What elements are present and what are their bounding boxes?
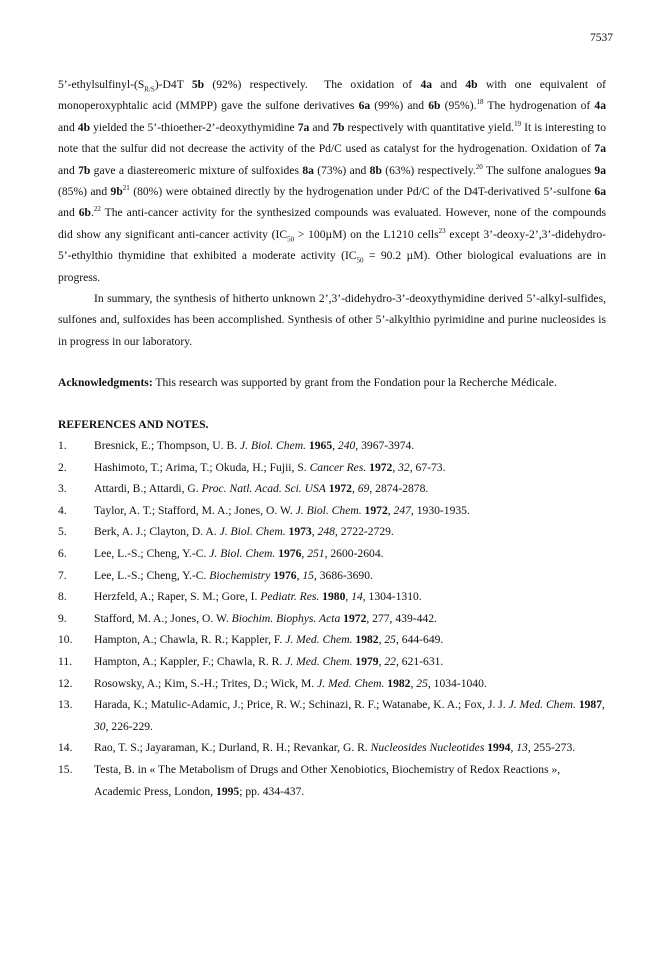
references-list <box>58 435 606 802</box>
acknowledgments-text: This research was supported by grant from the Fondation pour la Recherche Médicale. <box>152 376 557 389</box>
reference-text: Rosowsky, A.; Kim, S.-H.; Trites, D.; Wick, M. J. Med. Chem. 1982, 25, 1034-1040. <box>94 676 487 690</box>
reference-text: Taylor, A. T.; Stafford, M. A.; Jones, O. W. J. Biol. Chem. 1972, 247, 1930-1935. <box>94 503 470 517</box>
reference-item <box>58 673 606 695</box>
reference-item <box>58 694 606 737</box>
reference-text: Rao, T. S.; Jayaraman, K.; Durland, R. H.; Revankar, G. R. Nucleosides Nucleotides 1994, 13, 255-273. <box>94 741 576 755</box>
reference-number: 1. <box>58 439 67 452</box>
page-number: 7537 <box>590 32 613 44</box>
reference-text: Attardi, B.; Attardi, G. Proc. Natl. Acad. Sci. USA 1972, 69, 2874-2878. <box>94 482 429 496</box>
reference-number: 9. <box>58 611 67 625</box>
reference-item <box>58 457 606 479</box>
reference-text: Testa, B. in « The Metabolism of Drugs and Other Xenobiotics, Biochemistry of Redox Reactions », Academic Press, London, 1995; pp. 434-437. <box>94 762 561 798</box>
reference-item <box>58 565 606 587</box>
reference-item <box>58 478 606 500</box>
reference-number: 7. <box>58 568 67 582</box>
reference-number: 11. <box>58 654 73 668</box>
paragraph-summary: In summary, the synthesis of hitherto unknown 2’,3’-didehydro-3’-deoxythymidine derived 5’-alkyl-sulfides, sulfones and, sulfoxides has been accomplished. Synthesis of other 5’-alkylthio pyrimidine and purine nucleosides is in progress in our laboratory. <box>58 292 606 348</box>
reference-text: Stafford, M. A.; Jones, O. W. Biochim. Biophys. Acta 1972, 277, 439-442. <box>94 611 437 625</box>
reference-number: 2. <box>58 460 67 474</box>
reference-number: 14. <box>58 741 73 755</box>
reference-item <box>58 759 606 802</box>
reference-item <box>58 435 606 457</box>
reference-text: Hampton, A.; Kappler, F.; Chawla, R. R. J. Med. Chem. 1979, 22, 621-631. <box>94 654 444 668</box>
reference-item <box>58 608 606 630</box>
reference-text: Hashimoto, T.; Arima, T.; Okuda, H.; Fujii, S. Cancer Res. 1972, 32, 67-73. <box>94 460 446 474</box>
reference-number: 8. <box>58 590 67 604</box>
reference-item <box>58 651 606 673</box>
reference-item <box>58 500 606 522</box>
reference-text: Berk, A. J.; Clayton, D. A. J. Biol. Chem. 1973, 248, 2722-2729. <box>94 525 394 539</box>
reference-number: 15. <box>58 762 73 776</box>
references-heading: REFERENCES AND NOTES. <box>58 418 209 431</box>
reference-text: Herzfeld, A.; Raper, S. M.; Gore, I. Pediatr. Res. 1980, 14, 1304-1310. <box>94 590 422 604</box>
body-text <box>58 74 606 352</box>
reference-item <box>58 543 606 565</box>
reference-number: 10. <box>58 633 73 647</box>
reference-text: Harada, K.; Matulic-Adamic, J.; Price, R. W.; Schinazi, R. F.; Watanabe, K. A.; Fox, J. J. J. Med. Chem. 1987, 30, 226-229. <box>94 698 605 733</box>
reference-number: 5. <box>58 525 67 539</box>
reference-item <box>58 737 606 759</box>
acknowledgments <box>58 374 606 392</box>
reference-item <box>58 521 606 543</box>
reference-number: 3. <box>58 482 67 496</box>
reference-item <box>58 586 606 608</box>
paragraph-results: $5’-ethylsulfinyl-(S_{R/S})-D4T$ 5b (92%) respectively. The oxidation of 4a and 4b with one equivalent of monoperoxyphtalic acid (MMPP) gave the sulfone derivatives 6a (99%) and 6b (95%).$^{18}$ The hydrogenation of 4a and 4b yielded the 5’-thioether-2’-deoxythymidine 7a and 7b respectively with quantitative yield.$^{19}$ It is interesting to note that the sulfur did not decrease the activity of the Pd/C used as catalyst for the hydrogenation. Oxidation of 7a and 7b gave a diastereomeric mixture of sulfoxides 8a (73%) and 8b (63%) respectively.$^{20}$ The sulfone analogues 9a (85%) and $9b^{21}$ (80%) were obtained directly by the hydrogenation under Pd/C of the D4T-derivatived 5’-sulfone 6a and 6b.$^{22}$ The anti-cancer activity for the synthesized compounds was evaluated. However, none of the compounds did show any significant anti-cancer activity $(IC_{50} > 100\mu M)$ on the L1210 cells$^{23}$ except 3’-deoxy-2’,3’-didehydro-5’-ethylthio thymidine that exhibited a moderate activity ($IC_{50} = 90.2$ µM). Other biological evaluations are in progress. <box>58 78 607 284</box>
acknowledgments-label: Acknowledgments: <box>58 376 153 389</box>
reference-number: 4. <box>58 503 67 517</box>
reference-item <box>58 629 606 651</box>
reference-number: 13. <box>58 698 73 712</box>
reference-number: 12. <box>58 676 73 690</box>
reference-number: 6. <box>58 546 67 560</box>
reference-text: Hampton, A.; Chawla, R. R.; Kappler, F. J. Med. Chem. 1982, 25, 644-649. <box>94 633 444 647</box>
reference-text: Lee, L.-S.; Cheng, Y.-C. J. Biol. Chem. 1976, 251, 2600-2604. <box>94 546 384 560</box>
reference-text: Lee, L.-S.; Cheng, Y.-C. Biochemistry 1976, 15, 3686-3690. <box>94 568 373 582</box>
reference-text: Bresnick, E.; Thompson, U. B. J. Biol. Chem. 1965, 240, 3967-3974. <box>94 439 415 452</box>
